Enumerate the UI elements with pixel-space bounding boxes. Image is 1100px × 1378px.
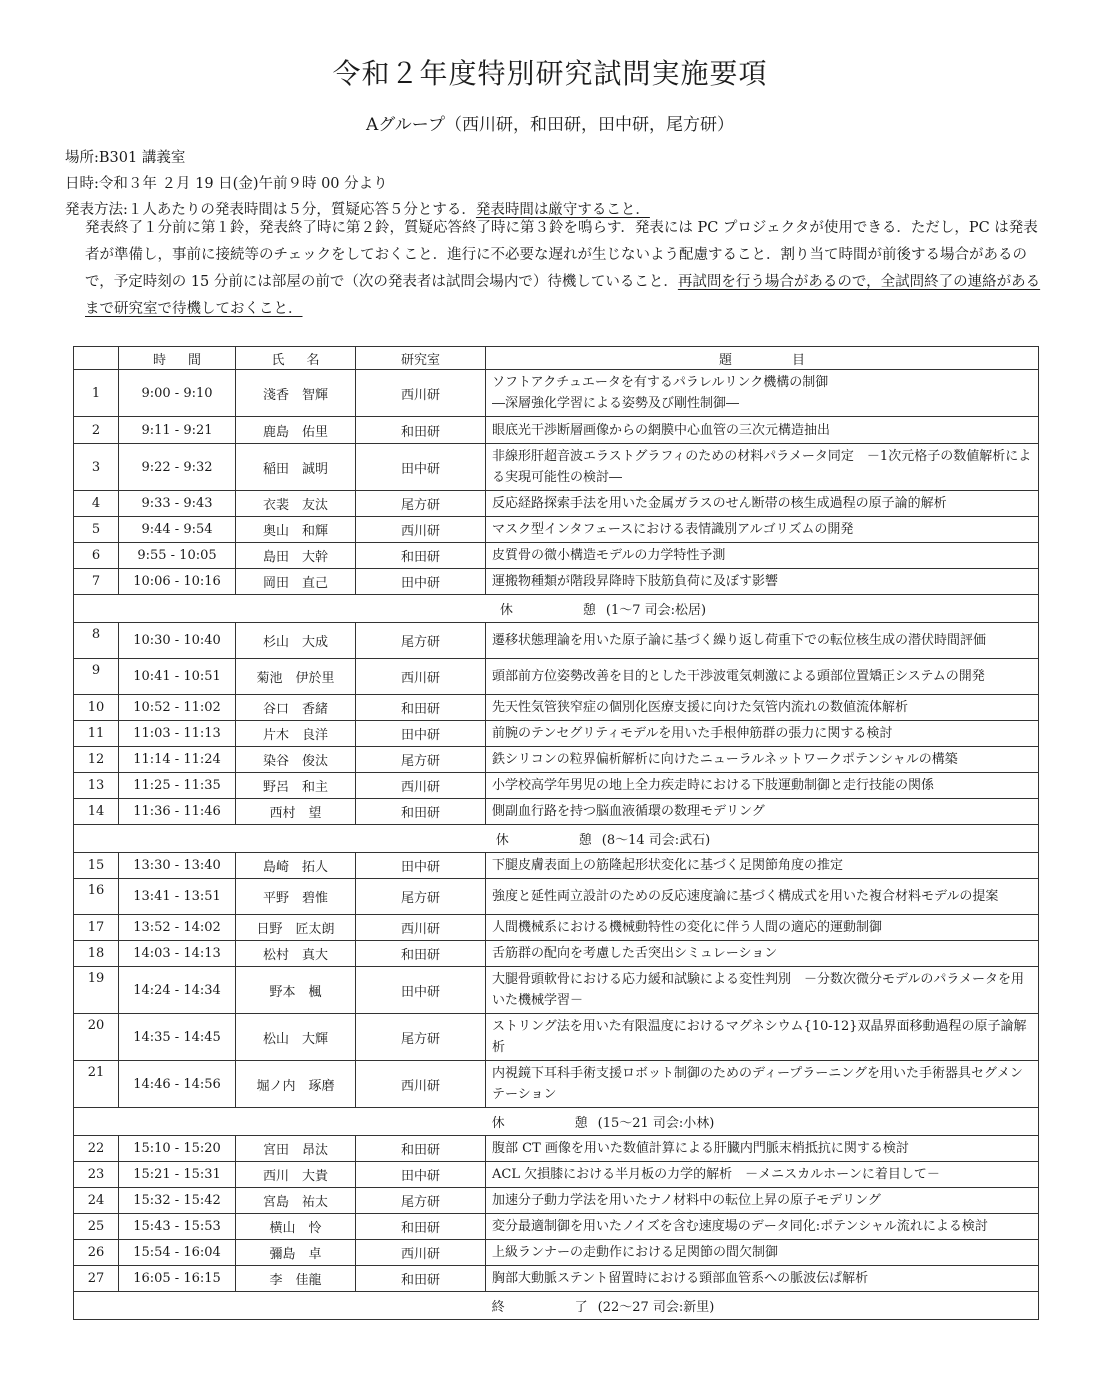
presentation-title: ACL 欠損膝における半月板の力学的解析 －メニスカルホーンに着目して－ [486, 1162, 1039, 1188]
presenter-number: 14 [74, 799, 119, 825]
document-title: 令和２年度特別研究試問実施要項 [332, 57, 768, 90]
presenter-number: 26 [74, 1240, 119, 1266]
presenter-name: 宮島 祐太 [236, 1188, 356, 1214]
presenter-name: 堀ノ内 琢磨 [236, 1061, 356, 1108]
presenter-lab: 和田研 [356, 799, 486, 825]
presenter-time: 13:52 - 14:02 [119, 915, 236, 941]
presenter-lab: 田中研 [356, 1162, 486, 1188]
presentation-title: 下腿皮膚表面上の筋隆起形状変化に基づく足関節角度の推定 [486, 853, 1039, 879]
presenter-lab: 田中研 [356, 967, 486, 1014]
presentation-title: 鉄シリコンの粒界偏析解析に向けたニューラルネットワークポテンシャルの構築 [486, 747, 1039, 773]
presenter-number: 7 [74, 569, 119, 595]
presenter-lab: 和田研 [356, 1214, 486, 1240]
presenter-lab: 尾方研 [356, 1014, 486, 1061]
table-row [74, 370, 1039, 417]
presenter-number: 18 [74, 941, 119, 967]
presenter-number: 19 [74, 967, 119, 1014]
table-row [74, 941, 1039, 967]
table-row [74, 1240, 1039, 1266]
break-row-cell: 休 憩 (1～7 司会:松居) [74, 595, 1039, 623]
presenter-time: 11:14 - 11:24 [119, 747, 236, 773]
presenter-number: 11 [74, 721, 119, 747]
presentation-title: ソフトアクチュエータを有するパラレルリンク機構の制御 ―深層強化学習による姿勢及び剛性制御― [486, 370, 1039, 417]
table-row [74, 853, 1039, 879]
presenter-lab: 田中研 [356, 721, 486, 747]
table-row [74, 623, 1039, 659]
presenter-name: 松村 真大 [236, 941, 356, 967]
presentation-title: 先天性気管狭窄症の個別化医療支援に向けた気管内流れの数値流体解析 [486, 695, 1039, 721]
presenter-number: 8 [74, 623, 119, 659]
presenter-name: 日野 匠太朗 [236, 915, 356, 941]
presentation-title: 強度と延性両立設計のための反応速度論に基づく構成式を用いた複合材料モデルの提案 [486, 879, 1039, 915]
presenter-number: 10 [74, 695, 119, 721]
presenter-name: 島崎 拓人 [236, 853, 356, 879]
table-row [74, 444, 1039, 491]
presenter-time: 15:10 - 15:20 [119, 1136, 236, 1162]
presenter-number: 16 [74, 879, 119, 915]
presenter-number: 22 [74, 1136, 119, 1162]
table-row [74, 1061, 1039, 1108]
presenter-lab: 和田研 [356, 417, 486, 444]
presenter-time: 10:30 - 10:40 [119, 623, 236, 659]
presenter-time: 9:33 - 9:43 [119, 491, 236, 517]
presenter-name: 稲田 誠明 [236, 444, 356, 491]
method-text: 発表方法:１人あたりの発表時間は５分，質疑応答５分とする． [65, 202, 476, 218]
presenter-lab: 和田研 [356, 695, 486, 721]
presenter-time: 13:41 - 13:51 [119, 879, 236, 915]
presenter-number: 24 [74, 1188, 119, 1214]
header-row [74, 347, 1039, 370]
presentation-title: 大腿骨頭軟骨における応力緩和試験による変性判別 －分数次微分モデルのパラメータを用いた機械学習－ [486, 967, 1039, 1014]
table-row [74, 773, 1039, 799]
table-row [74, 543, 1039, 569]
presenter-name: 鹿島 佑里 [236, 417, 356, 444]
table-row [74, 879, 1039, 915]
header-title: 題 目 [486, 347, 1039, 370]
presentation-title: 反応経路探索手法を用いた金属ガラスのせん断帯の核生成過程の原子論的解析 [486, 491, 1039, 517]
presenter-time: 13:30 - 13:40 [119, 853, 236, 879]
presenter-name: 平野 碧惟 [236, 879, 356, 915]
presenter-lab: 西川研 [356, 1240, 486, 1266]
presenter-lab: 西川研 [356, 659, 486, 695]
table-row [74, 915, 1039, 941]
presentation-title: 皮質骨の微小構造モデルの力学特性予測 [486, 543, 1039, 569]
presenter-number: 6 [74, 543, 119, 569]
presentation-title: 変分最適制御を用いたノイズを含む速度場のデータ同化:ポテンシャル流れによる検討 [486, 1214, 1039, 1240]
presenter-name: 片木 良洋 [236, 721, 356, 747]
header-name: 氏 名 [236, 347, 356, 370]
table-row [74, 695, 1039, 721]
presenter-number: 9 [74, 659, 119, 695]
presenter-time: 14:24 - 14:34 [119, 967, 236, 1014]
presenter-name: 奥山 和輝 [236, 517, 356, 543]
presentation-title: 人間機械系における機械動特性の変化に伴う人間の適応的運動制御 [486, 915, 1039, 941]
presenter-time: 9:11 - 9:21 [119, 417, 236, 444]
presentation-title: 加速分子動力学法を用いたナノ材料中の転位上昇の原子モデリング [486, 1188, 1039, 1214]
presentation-title: 前腕のテンセグリティモデルを用いた手根伸筋群の張力に関する検討 [486, 721, 1039, 747]
presenter-lab: 尾方研 [356, 491, 486, 517]
presenter-lab: 西川研 [356, 915, 486, 941]
presenter-number: 3 [74, 444, 119, 491]
presenter-name: 宮田 昂汰 [236, 1136, 356, 1162]
table-row [74, 967, 1039, 1014]
presenter-lab: 尾方研 [356, 747, 486, 773]
presenter-number: 5 [74, 517, 119, 543]
presenter-number: 27 [74, 1266, 119, 1292]
presentation-title: 腹部 CT 画像を用いた数値計算による肝臓内門脈末梢抵抗に関する検討 [486, 1136, 1039, 1162]
presenter-number: 1 [74, 370, 119, 417]
presenter-time: 10:06 - 10:16 [119, 569, 236, 595]
table-row [74, 659, 1039, 695]
table-row [74, 1162, 1039, 1188]
presenter-name: 西村 望 [236, 799, 356, 825]
presentation-title: 頭部前方位姿勢改善を目的とした干渉波電気刺激による頭部位置矯正システムの開発 [486, 659, 1039, 695]
presenter-name: 島田 大幹 [236, 543, 356, 569]
presenter-name: 淺香 智輝 [236, 370, 356, 417]
presenter-time: 11:03 - 11:13 [119, 721, 236, 747]
presenter-name: 横山 怜 [236, 1214, 356, 1240]
header-no [74, 347, 119, 370]
presenter-time: 15:32 - 15:42 [119, 1188, 236, 1214]
presentation-title: 運搬物種類が階段昇降時下肢筋負荷に及ぼす影響 [486, 569, 1039, 595]
presenter-lab: 田中研 [356, 444, 486, 491]
presenter-lab: 西川研 [356, 773, 486, 799]
presenter-lab: 和田研 [356, 941, 486, 967]
presentation-title: 非線形肝超音波エラストグラフィのための材料パラメータ同定 －1次元格子の数値解析による実現可能性の検討― [486, 444, 1039, 491]
presenter-number: 15 [74, 853, 119, 879]
break-row [74, 595, 1039, 623]
presentation-title: マスク型インタフェースにおける表情識別アルゴリズムの開発 [486, 517, 1039, 543]
presenter-number: 13 [74, 773, 119, 799]
presenter-number: 2 [74, 417, 119, 444]
table-row [74, 1266, 1039, 1292]
table-row [74, 1214, 1039, 1240]
table-row [74, 517, 1039, 543]
break-row-cell: 休 憩 (15～21 司会:小林) [74, 1108, 1039, 1136]
presenter-lab: 田中研 [356, 569, 486, 595]
presenter-number: 12 [74, 747, 119, 773]
group-subtitle: Aグループ（西川研，和田研，田中研，尾方研） [366, 115, 734, 135]
presenter-number: 25 [74, 1214, 119, 1240]
presentation-title: 遷移状態理論を用いた原子論に基づく繰り返し荷重下での転位核生成の潜伏時間評価 [486, 623, 1039, 659]
presentation-title: 舌筋群の配向を考慮した舌突出シミュレーション [486, 941, 1039, 967]
presenter-lab: 和田研 [356, 543, 486, 569]
presenter-number: 4 [74, 491, 119, 517]
presenter-lab: 西川研 [356, 370, 486, 417]
presenter-time: 9:44 - 9:54 [119, 517, 236, 543]
table-row [74, 1014, 1039, 1061]
presenter-name: 野呂 和主 [236, 773, 356, 799]
presenter-lab: 西川研 [356, 1061, 486, 1108]
presenter-number: 20 [74, 1014, 119, 1061]
presentation-title: 側副血行路を持つ脳血液循環の数理モデリング [486, 799, 1039, 825]
presenter-name: 岡田 直己 [236, 569, 356, 595]
table-row [74, 417, 1039, 444]
datetime-line: 日時:令和３年 ２月 19 日(金)午前９時 00 分より [65, 176, 388, 192]
presenter-name: 染谷 俊汰 [236, 747, 356, 773]
presenter-time: 14:46 - 14:56 [119, 1061, 236, 1108]
presenter-lab: 尾方研 [356, 879, 486, 915]
presenter-time: 9:55 - 10:05 [119, 543, 236, 569]
presenter-time: 15:54 - 16:04 [119, 1240, 236, 1266]
header-time: 時 間 [119, 347, 236, 370]
presenter-lab: 田中研 [356, 853, 486, 879]
presenter-lab: 和田研 [356, 1136, 486, 1162]
presenter-time: 14:35 - 14:45 [119, 1014, 236, 1061]
table-row [74, 569, 1039, 595]
presentation-title: 上級ランナーの走動作における足関節の間欠制御 [486, 1240, 1039, 1266]
presenter-lab: 西川研 [356, 517, 486, 543]
presenter-time: 9:00 - 9:10 [119, 370, 236, 417]
break-row-cell: 休 憩 (8～14 司会:武石) [74, 825, 1039, 853]
presenter-time: 10:41 - 10:51 [119, 659, 236, 695]
table-row [74, 1188, 1039, 1214]
end-row-cell: 終 了 (22～27 司会:新里) [74, 1292, 1039, 1320]
header-lab: 研究室 [356, 347, 486, 370]
presentation-title: ストリング法を用いた有限温度におけるマグネシウム{10-12}双晶界面移動過程の原子論解析 [486, 1014, 1039, 1061]
instructions-text: 発表終了１分前に第１鈴，発表終了時に第２鈴，質疑応答終了時に第３鈴を鳴らす．発表には PC プロジェクタが使用できる．ただし，PC は発表者が準備し，事前に接続等のチェックをしておくこと．進行に不必要な遅れが生じないよう配慮すること．割り当て時間が前後する場合があるので，予定時刻の 15 分前には部屋の前で（次の発表者は試問会場内で）待機していること． [85, 220, 1038, 290]
presenter-number: 17 [74, 915, 119, 941]
presenter-name: 李 佳龍 [236, 1266, 356, 1292]
presenter-number: 21 [74, 1061, 119, 1108]
presenter-lab: 和田研 [356, 1266, 486, 1292]
table-row [74, 491, 1039, 517]
presenter-name: 杉山 大成 [236, 623, 356, 659]
presenter-name: 彌島 卓 [236, 1240, 356, 1266]
presenter-time: 10:52 - 11:02 [119, 695, 236, 721]
presenter-time: 15:43 - 15:53 [119, 1214, 236, 1240]
instructions-paragraph [65, 215, 1050, 323]
presenter-time: 14:03 - 14:13 [119, 941, 236, 967]
presenter-time: 9:22 - 9:32 [119, 444, 236, 491]
presenter-name: 菊池 伊於里 [236, 659, 356, 695]
presenter-time: 16:05 - 16:15 [119, 1266, 236, 1292]
presenter-name: 谷口 香緒 [236, 695, 356, 721]
presentation-title: 内視鏡下耳科手術支援ロボット制御のためのディープラーニングを用いた手術器具セグメンテーション [486, 1061, 1039, 1108]
presenter-time: 11:36 - 11:46 [119, 799, 236, 825]
end-row [74, 1292, 1039, 1320]
table-row [74, 1136, 1039, 1162]
presenter-name: 野本 楓 [236, 967, 356, 1014]
table-row [74, 721, 1039, 747]
presentation-title: 眼底光干渉断層画像からの網膜中心血管の三次元構造抽出 [486, 417, 1039, 444]
table-row [74, 747, 1039, 773]
schedule-table [73, 346, 1039, 1320]
presentation-title: 小学校高学年男児の地上全力疾走時における下肢運動制御と走行技能の関係 [486, 773, 1039, 799]
presenter-lab: 尾方研 [356, 1188, 486, 1214]
presenter-time: 15:21 - 15:31 [119, 1162, 236, 1188]
method-emphasis: 発表時間は厳守すること． [475, 202, 650, 218]
instructions-emphasis: 再試問を行う場合があるので，全試問終了の連絡があるまで研究室で待機しておくこと． [85, 274, 1041, 317]
presenter-name: 松山 大輝 [236, 1014, 356, 1061]
table-row [74, 799, 1039, 825]
place-line: 場所:B301 講義室 [65, 150, 186, 166]
presenter-name: 衣裴 友汰 [236, 491, 356, 517]
presenter-name: 西川 大貴 [236, 1162, 356, 1188]
presenter-lab: 尾方研 [356, 623, 486, 659]
presenter-number: 23 [74, 1162, 119, 1188]
presenter-time: 11:25 - 11:35 [119, 773, 236, 799]
presentation-title: 胸部大動脈ステント留置時における頸部血管系への脈波伝ぱ解析 [486, 1266, 1039, 1292]
break-row [74, 1108, 1039, 1136]
break-row [74, 825, 1039, 853]
